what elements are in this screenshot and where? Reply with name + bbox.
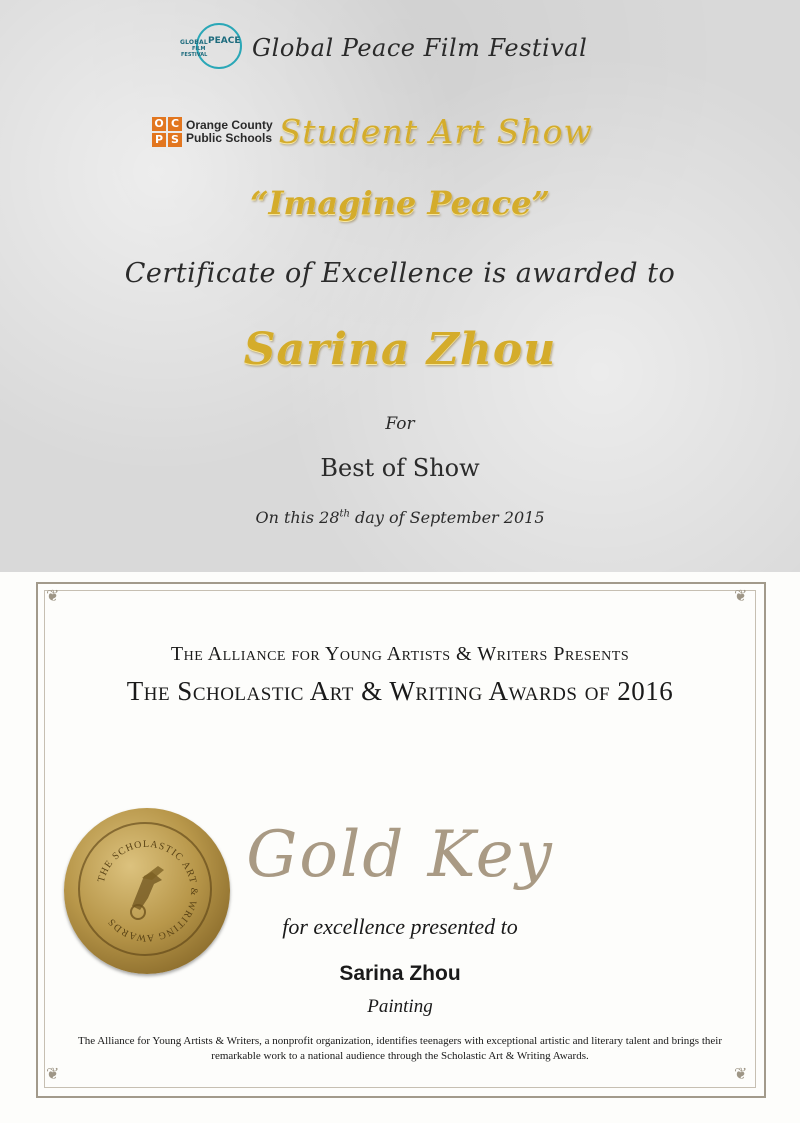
corner-flourish-icon: ❦ (46, 1064, 60, 1083)
show-header (152, 112, 593, 151)
program-title: The Scholastic Art & Writing Awards of 2016 (126, 676, 674, 706)
ocps-letter: P (152, 133, 166, 147)
medal-text: THE SCHOLASTIC ART & WRITING AWARDS (95, 838, 200, 944)
presenter-line: The Alliance for Young Artists & Writers Presents (170, 643, 630, 665)
ocps-name-line1: Orange County (186, 117, 273, 132)
logo-text-festival: FESTIVAL (181, 52, 208, 58)
ocps-letter: O (152, 117, 166, 131)
festival-header (178, 22, 587, 74)
show-title: Student Art Show (278, 112, 593, 151)
date-prefix: On this 28 (255, 508, 340, 527)
global-peace-film-festival-logo (178, 23, 248, 73)
corner-flourish-icon: ❦ (734, 1064, 748, 1083)
alliance-description: The Alliance for Young Artists & Writers, a nonprofit organization, identifies teenagers with exceptional artistic and literary talent and brings their remarkable work to a national audience through the Scholastic Art & Writing Awards. (77, 1035, 722, 1062)
corner-flourish-icon: ❦ (46, 586, 60, 605)
logo-text-peace: PEACE (208, 36, 241, 46)
ocps-name (186, 119, 273, 145)
award-category: Painting (367, 996, 433, 1017)
logo-text-global: GLOBAL (180, 39, 208, 46)
for-label: For (385, 414, 415, 434)
logo-text-film: FILM (192, 46, 206, 52)
theme-title: “Imagine Peace” (250, 184, 550, 222)
festival-title: Global Peace Film Festival (252, 34, 588, 62)
certificate-gold-key (0, 572, 800, 1123)
ocps-logo-icon (152, 117, 182, 147)
awarded-line: Certificate of Excellence is awarded to (124, 258, 676, 289)
date-ordinal: th (339, 508, 350, 520)
date-rest: day of September 2015 (349, 508, 545, 527)
award-title: Gold Key (246, 818, 554, 892)
ocps-name-line2: Public Schools (186, 130, 273, 145)
corner-flourish-icon: ❦ (734, 586, 748, 605)
presented-line: for excellence presented to (282, 914, 518, 939)
award-name: Best of Show (320, 454, 480, 482)
ocps-letter: S (168, 133, 182, 147)
award-date (0, 508, 800, 527)
recipient-name: Sarina Zhou (243, 324, 557, 375)
ocps-letter: C (168, 117, 182, 131)
recipient-name: Sarina Zhou (339, 962, 461, 985)
